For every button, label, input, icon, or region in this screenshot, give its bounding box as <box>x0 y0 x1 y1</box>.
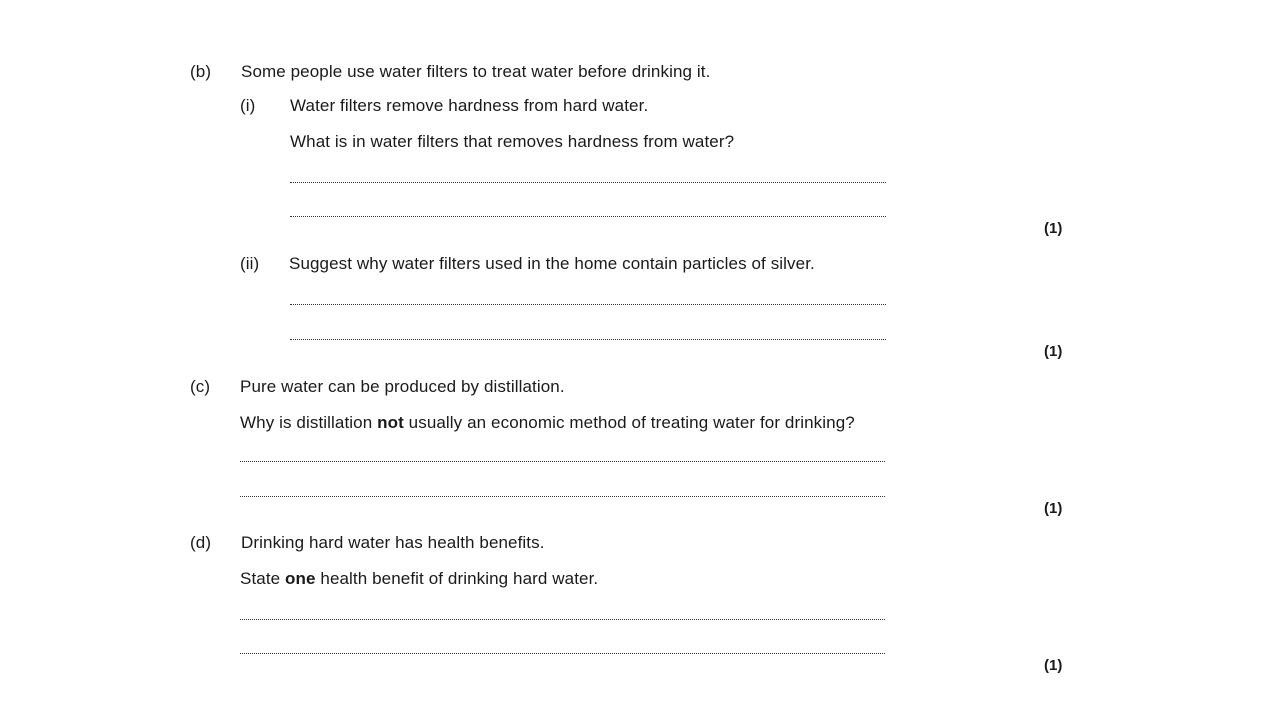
answer-line-b-i-2[interactable] <box>290 216 886 217</box>
marks-b-i: (1) <box>1044 220 1063 237</box>
part-b-ii-label: (ii) <box>240 254 260 273</box>
emphasis-not: not <box>377 413 404 432</box>
part-b-ii-question: Suggest why water filters used in the home contain particles of silver. <box>289 254 815 273</box>
part-c-label: (c) <box>190 377 211 396</box>
answer-line-b-i-1[interactable] <box>290 182 886 183</box>
part-b-stem: Some people use water filters to treat water before drinking it. <box>241 62 711 81</box>
part-b-i-question: What is in water filters that removes hardness from water? <box>290 132 735 151</box>
answer-line-b-ii-1[interactable] <box>290 304 886 305</box>
answer-line-d-2[interactable] <box>240 653 885 654</box>
answer-line-c-2[interactable] <box>240 496 885 497</box>
answer-line-d-1[interactable] <box>240 619 885 620</box>
marks-d: (1) <box>1044 657 1063 674</box>
part-b-label: (b) <box>190 62 212 81</box>
part-d-stem: Drinking hard water has health benefits. <box>241 533 545 552</box>
answer-line-b-ii-2[interactable] <box>290 339 886 340</box>
part-b-i-label: (i) <box>240 96 256 115</box>
marks-c: (1) <box>1044 500 1063 517</box>
emphasis-one: one <box>285 569 316 588</box>
part-c-stem: Pure water can be produced by distillation. <box>240 377 565 396</box>
answer-line-c-1[interactable] <box>240 461 885 462</box>
part-b-i-statement: Water filters remove hardness from hard water. <box>290 96 649 115</box>
part-c-question: Why is distillation not usually an economic method of treating water for drinking? <box>240 413 855 432</box>
part-d-label: (d) <box>190 533 212 552</box>
part-d-question: State one health benefit of drinking hard water. <box>240 569 599 588</box>
marks-b-ii: (1) <box>1044 343 1063 360</box>
